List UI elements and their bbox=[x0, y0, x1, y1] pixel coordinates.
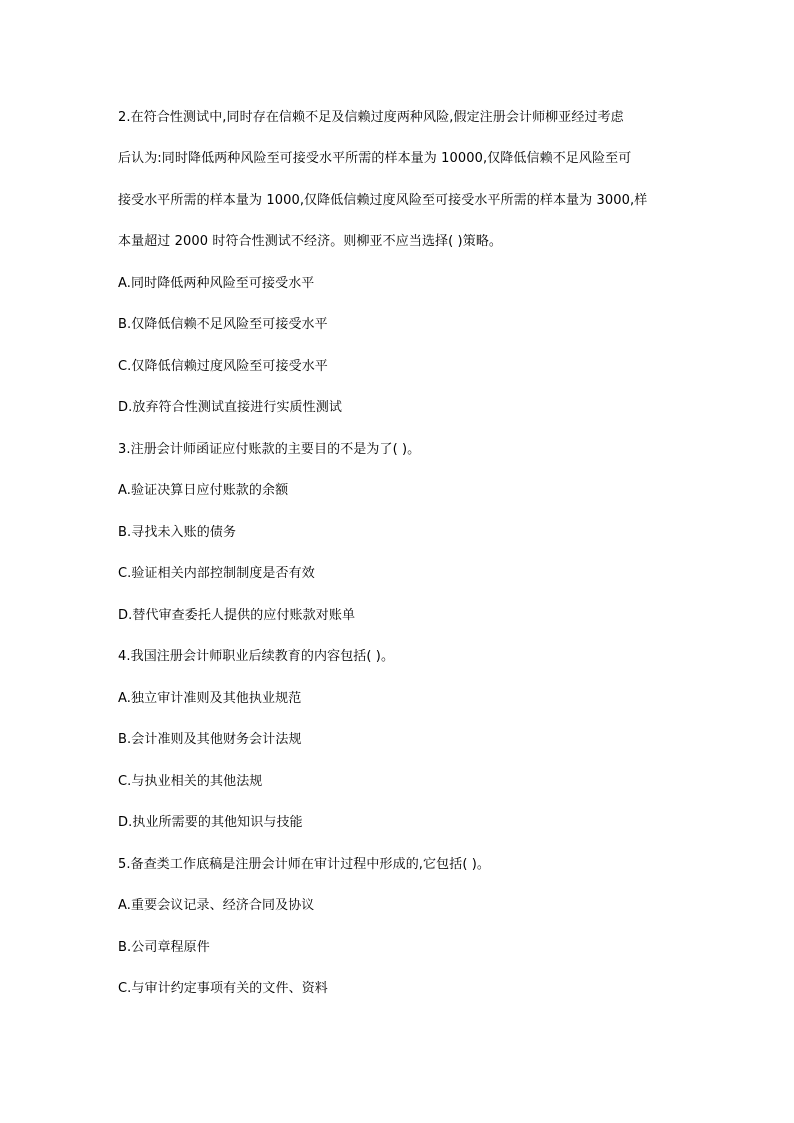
question-4-option-d: D.执业所需要的其他知识与技能 bbox=[118, 815, 303, 830]
question-5-option-c: C.与审计约定事项有关的文件、资料 bbox=[118, 981, 328, 996]
question-2-line-3: 接受水平所需的样本量为 1000,仅降低信赖过度风险至可接受水平所需的样本量为 3000,样 bbox=[118, 193, 648, 208]
question-3-option-c: C.验证相关内部控制制度是否有效 bbox=[118, 566, 315, 581]
question-2-option-d: D.放弃符合性测试直接进行实质性测试 bbox=[118, 400, 342, 415]
question-5-option-a: A.重要会议记录、经济合同及协议 bbox=[118, 898, 315, 913]
question-2-line-2: 后认为:同时降低两种风险至可接受水平所需的样本量为 10000,仅降低信赖不足风险至可 bbox=[118, 151, 632, 166]
question-5-line-1: 5.备查类工作底稿是注册会计师在审计过程中形成的,它包括( )。 bbox=[118, 857, 491, 872]
question-3-option-a: A.验证决算日应付账款的余额 bbox=[118, 483, 289, 498]
question-4-option-b: B.会计准则及其他财务会计法规 bbox=[118, 732, 302, 747]
question-2-option-c: C.仅降低信赖过度风险至可接受水平 bbox=[118, 359, 328, 374]
question-5-option-b: B.公司章程原件 bbox=[118, 940, 210, 955]
question-3-option-b: B.寻找未入账的债务 bbox=[118, 525, 237, 540]
question-2-line-1: 2.在符合性测试中,同时存在信赖不足及信赖过度两种风险,假定注册会计师柳亚经过考虑 bbox=[118, 110, 624, 125]
question-4-option-a: A.独立审计准则及其他执业规范 bbox=[118, 691, 302, 706]
question-2-line-4: 本量超过 2000 时符合性测试不经济。则柳亚不应当选择( )策略。 bbox=[118, 234, 503, 249]
question-3-line-1: 3.注册会计师函证应付账款的主要目的不是为了( )。 bbox=[118, 442, 421, 457]
question-4-line-1: 4.我国注册会计师职业后续教育的内容包括( )。 bbox=[118, 649, 395, 664]
question-2-option-b: B.仅降低信赖不足风险至可接受水平 bbox=[118, 317, 328, 332]
question-4-option-c: C.与执业相关的其他法规 bbox=[118, 774, 263, 789]
question-3-option-d: D.替代审查委托人提供的应付账款对账单 bbox=[118, 608, 356, 623]
question-2-option-a: A.同时降低两种风险至可接受水平 bbox=[118, 276, 315, 291]
